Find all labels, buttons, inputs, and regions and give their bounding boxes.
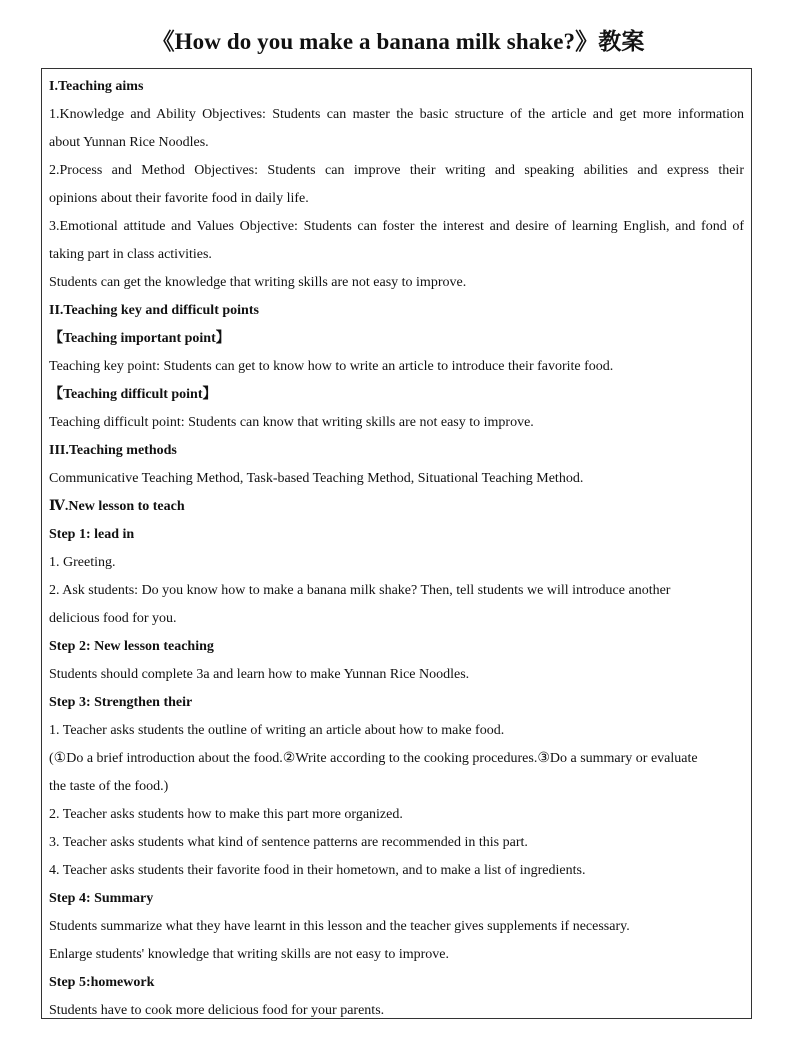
paragraph-line: Students can get the knowledge that writing skills are not easy to improve. xyxy=(49,275,467,290)
paragraph-line: about Yunnan Rice Noodles. xyxy=(49,135,209,150)
paragraph-line: taking part in class activities. xyxy=(49,247,212,262)
subheading-difficult-point: 【Teaching difficult point】 xyxy=(49,387,217,402)
heading-key-difficult-points: II.Teaching key and difficult points xyxy=(49,303,259,318)
paragraph-line: Enlarge students' knowledge that writing skills are not easy to improve. xyxy=(49,947,450,962)
paragraph-line: 4. Teacher asks students their favorite food in their hometown, and to make a list of ingredients. xyxy=(49,863,586,878)
lesson-plan-table xyxy=(41,68,752,1019)
paragraph-line: delicious food for you. xyxy=(49,611,177,626)
step-heading: Step 5:homework xyxy=(49,975,155,990)
paragraph-line: 3.Emotional attitude and Values Objective: Students can foster the interest and desire of learning English, and fond of xyxy=(49,219,744,234)
paragraph-line: Students summarize what they have learnt in this lesson and the teacher gives supplements if necessary. xyxy=(49,919,630,934)
step-heading: Step 2: New lesson teaching xyxy=(49,639,214,654)
paragraph-line: Teaching difficult point: Students can know that writing skills are not easy to improve. xyxy=(49,415,534,430)
paragraph-line: 3. Teacher asks students what kind of sentence patterns are recommended in this part. xyxy=(49,835,528,850)
subheading-important-point: 【Teaching important point】 xyxy=(49,331,230,346)
paragraph-line: 1.Knowledge and Ability Objectives: Students can master the basic structure of the article and get more information xyxy=(49,107,744,122)
page-title: 《How do you make a banana milk shake?》教案 xyxy=(151,29,645,54)
paragraph-line: 1. Teacher asks students the outline of writing an article about how to make food. xyxy=(49,723,505,738)
paragraph-line: Students have to cook more delicious food for your parents. xyxy=(49,1003,385,1018)
heading-new-lesson: Ⅳ.New lesson to teach xyxy=(49,499,185,514)
step-heading: Step 1: lead in xyxy=(49,527,135,542)
paragraph-line: Communicative Teaching Method, Task-based Teaching Method, Situational Teaching Method. xyxy=(49,471,584,486)
paragraph-line: (①Do a brief introduction about the food.②Write according to the cooking procedures.③Do a summary or evaluate xyxy=(49,751,698,766)
paragraph-line: opinions about their favorite food in daily life. xyxy=(49,191,309,206)
step-heading: Step 4: Summary xyxy=(49,891,154,906)
heading-teaching-aims: I.Teaching aims xyxy=(49,79,144,94)
step-heading: Step 3: Strengthen their xyxy=(49,695,193,710)
paragraph-line: the taste of the food.) xyxy=(49,779,169,794)
paragraph-line: 2. Teacher asks students how to make this part more organized. xyxy=(49,807,403,822)
paragraph-line: 1. Greeting. xyxy=(49,555,116,570)
paragraph-line: 2.Process and Method Objectives: Students can improve their writing and speaking abilities and express their xyxy=(49,163,744,178)
paragraph-line: Students should complete 3a and learn how to make Yunnan Rice Noodles. xyxy=(49,667,470,682)
paragraph-line: Teaching key point: Students can get to know how to write an article to introduce their favorite food. xyxy=(49,359,614,374)
heading-teaching-methods: III.Teaching methods xyxy=(49,443,177,458)
paragraph-line: 2. Ask students: Do you know how to make a banana milk shake? Then, tell students we will introduce another xyxy=(49,583,671,598)
